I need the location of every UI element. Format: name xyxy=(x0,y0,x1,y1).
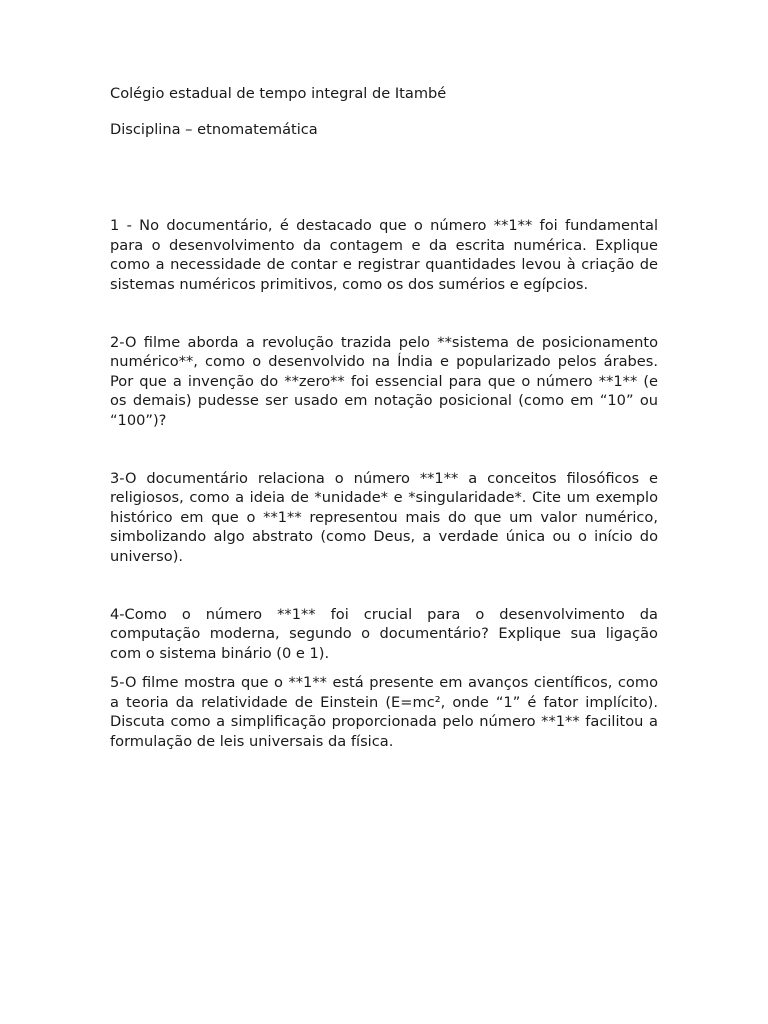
school-name: Colégio estadual de tempo integral de Itambé xyxy=(110,85,447,102)
document-body xyxy=(110,84,658,752)
discipline-title: Disciplina – etnomatemática xyxy=(110,120,318,138)
question-2: 2-O filme aborda a revolução trazida pelo **sistema de posicionamento numérico**, como o desenvolvido na Índia e popularizado pelos árabes. Por que a invenção do **zero** foi essencial para que o número **1** (e os demais) pudesse ser usado em notação posicional (como em “10” ou “100”)? xyxy=(110,333,658,429)
question-5: 5-O filme mostra que o **1** está presente em avanços científicos, como a teoria da relatividade de Einstein (E=mc², onde “1” é fator implícito). Discuta como a simplificação proporcionada pelo número **1** facilitou a formulação de leis universais da física. xyxy=(110,674,658,751)
question-3: 3-O documentário relaciona o número **1** a conceitos filosóficos e religiosos, como a ideia de *unidade* e *singularidade*. Cite um exemplo histórico em que o **1** representou mais do que um valor numérico, simbolizando algo abstrato (como Deus, a verdade única ou o início do universo). xyxy=(110,469,658,565)
question-4: 4-Como o número **1** foi crucial para o desenvolvimento da computação moderna, segundo o documentário? Explique sua ligação com o sistema binário (0 e 1). xyxy=(110,605,658,662)
question-1: 1 - No documentário, é destacado que o número **1** foi fundamental para o desenvolvimento da contagem e da escrita numérica. Explique como a necessidade de contar e registrar quantidades levou à criação de sistemas numéricos primitivos, como os dos sumérios e egípcios. xyxy=(110,217,658,293)
